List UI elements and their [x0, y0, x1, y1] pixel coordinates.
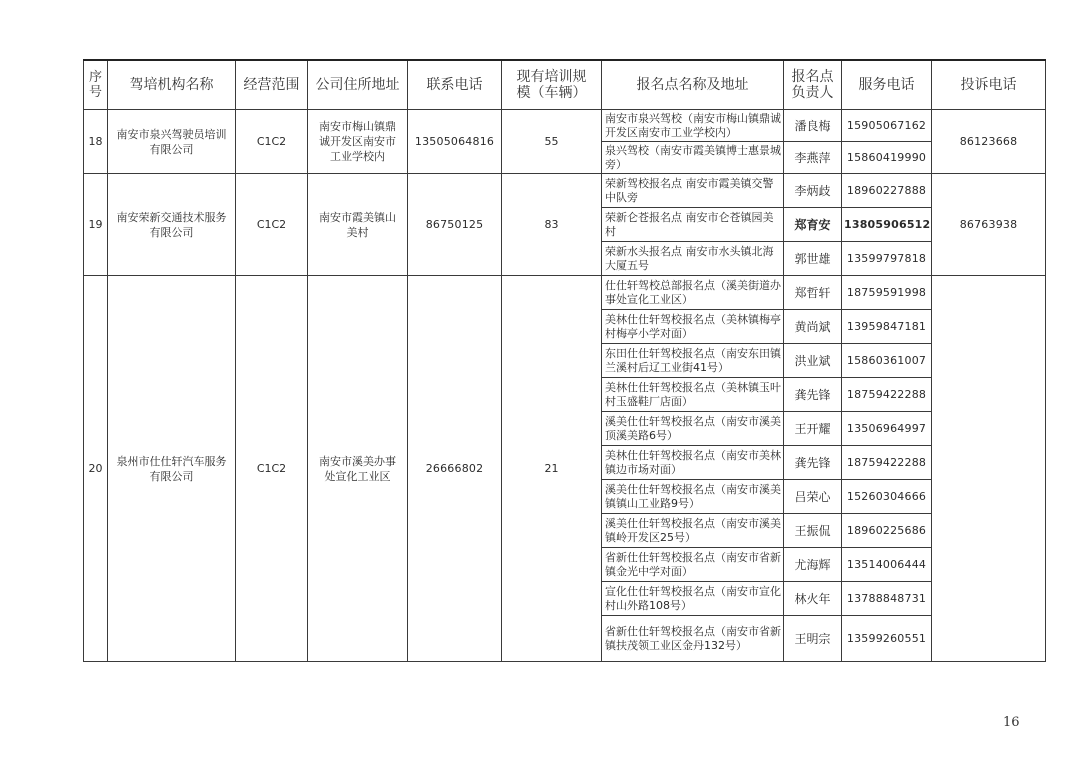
- cell-org-name: 南安荣新交通技术服务有限公司: [108, 174, 236, 276]
- cell-address: 南安市梅山镇鼎诚开发区南安市工业学校内: [308, 110, 408, 174]
- cell-complaint-phone: 86123668: [932, 110, 1046, 174]
- header-seq: 序号: [84, 60, 108, 110]
- header-org-name: 驾培机构名称: [108, 60, 236, 110]
- cell-person: 李燕萍: [784, 142, 842, 174]
- cell-org-name: 泉州市仕仕轩汽车服务有限公司: [108, 276, 236, 662]
- cell-site: 美林仕仕轩驾校报名点（美林镇玉叶村玉盛鞋厂店面）: [602, 378, 784, 412]
- cell-site: 东田仕仕轩驾校报名点（南安东田镇兰溪村后辽工业街41号）: [602, 344, 784, 378]
- cell-service-phone: 15905067162: [842, 110, 932, 142]
- cell-person: 尤海辉: [784, 548, 842, 582]
- cell-site: 南安市泉兴驾校（南安市梅山镇鼎诚开发区南安市工业学校内）: [602, 110, 784, 142]
- cell-site: 荣新仑苍报名点 南安市仑苍镇园美村: [602, 208, 784, 242]
- cell-service-phone: 13506964997: [842, 412, 932, 446]
- header-service-phone: 服务电话: [842, 60, 932, 110]
- header-site: 报名点名称及地址: [602, 60, 784, 110]
- cell-org-name: 南安市泉兴驾驶员培训有限公司: [108, 110, 236, 174]
- cell-address: 南安市溪美办事处宣化工业区: [308, 276, 408, 662]
- cell-person: 吕荣心: [784, 480, 842, 514]
- cell-person: 洪业斌: [784, 344, 842, 378]
- cell-service-phone: 13788848731: [842, 582, 932, 616]
- cell-service-phone: 13514006444: [842, 548, 932, 582]
- cell-site: 溪美仕仕轩驾校报名点（南安市溪美镇镇山工业路9号）: [602, 480, 784, 514]
- cell-person: 郑育安: [784, 208, 842, 242]
- cell-site: 荣新水头报名点 南安市水头镇北海大厦五号: [602, 242, 784, 276]
- cell-service-phone: 18759591998: [842, 276, 932, 310]
- header-phone: 联系电话: [408, 60, 502, 110]
- cell-service-phone: 15260304666: [842, 480, 932, 514]
- header-row: [84, 60, 1046, 110]
- cell-service-phone: 13805906512: [842, 208, 932, 242]
- cell-scale: 21: [502, 276, 602, 662]
- cell-service-phone: 18759422288: [842, 446, 932, 480]
- cell-phone: 26666802: [408, 276, 502, 662]
- cell-service-phone: 13599260551: [842, 616, 932, 662]
- cell-service-phone: 13599797818: [842, 242, 932, 276]
- cell-seq: 18: [84, 110, 108, 174]
- cell-person: 郑哲轩: [784, 276, 842, 310]
- cell-person: 王振侃: [784, 514, 842, 548]
- cell-person: 郭世雄: [784, 242, 842, 276]
- cell-service-phone: 15860419990: [842, 142, 932, 174]
- cell-address: 南安市霞美镇山美村: [308, 174, 408, 276]
- cell-service-phone: 15860361007: [842, 344, 932, 378]
- header-scale: 现有培训规模（车辆）: [502, 60, 602, 110]
- driving-school-table: [83, 59, 1046, 662]
- cell-person: 林火年: [784, 582, 842, 616]
- cell-site: 美林仕仕轩驾校报名点（美林镇梅亭村梅亭小学对面）: [602, 310, 784, 344]
- cell-scale: 55: [502, 110, 602, 174]
- table-row: [84, 174, 1046, 208]
- cell-service-phone: 18960227888: [842, 174, 932, 208]
- cell-service-phone: 13959847181: [842, 310, 932, 344]
- header-scope: 经营范围: [236, 60, 308, 110]
- cell-site: 泉兴驾校（南安市霞美镇博士惠景城旁）: [602, 142, 784, 174]
- cell-site: 荣新驾校报名点 南安市霞美镇交警中队旁: [602, 174, 784, 208]
- cell-scope: C1C2: [236, 110, 308, 174]
- header-person: 报名点负责人: [784, 60, 842, 110]
- cell-seq: 19: [84, 174, 108, 276]
- header-complaint-phone: 投诉电话: [932, 60, 1046, 110]
- cell-service-phone: 18960225686: [842, 514, 932, 548]
- cell-person: 王开耀: [784, 412, 842, 446]
- cell-site: 省新仕仕轩驾校报名点（南安市省新镇金光中学对面）: [602, 548, 784, 582]
- cell-person: 黄尚斌: [784, 310, 842, 344]
- cell-complaint-phone: 86763938: [932, 174, 1046, 276]
- page-number: 16: [1003, 715, 1020, 730]
- cell-person: 龚先锋: [784, 446, 842, 480]
- cell-phone: 13505064816: [408, 110, 502, 174]
- cell-site: 省新仕仕轩驾校报名点（南安市省新镇扶茂领工业区金丹132号）: [602, 616, 784, 662]
- cell-phone: 86750125: [408, 174, 502, 276]
- header-address: 公司住所地址: [308, 60, 408, 110]
- cell-site: 美林仕仕轩驾校报名点（南安市美林镇边市场对面）: [602, 446, 784, 480]
- cell-site: 溪美仕仕轩驾校报名点（南安市溪美顶溪美路6号）: [602, 412, 784, 446]
- cell-scope: C1C2: [236, 174, 308, 276]
- cell-site: 溪美仕仕轩驾校报名点（南安市溪美镇岭开发区25号）: [602, 514, 784, 548]
- cell-scale: 83: [502, 174, 602, 276]
- cell-site: 宣化仕仕轩驾校报名点（南安市宣化村山外路108号）: [602, 582, 784, 616]
- cell-person: 李炳歧: [784, 174, 842, 208]
- cell-service-phone: 18759422288: [842, 378, 932, 412]
- cell-scope: C1C2: [236, 276, 308, 662]
- table-row: [84, 110, 1046, 142]
- cell-site: 仕仕轩驾校总部报名点（溪美街道办事处宣化工业区）: [602, 276, 784, 310]
- cell-person: 潘良梅: [784, 110, 842, 142]
- table-row: [84, 276, 1046, 310]
- cell-person: 王明宗: [784, 616, 842, 662]
- cell-seq: 20: [84, 276, 108, 662]
- cell-complaint-phone: [932, 276, 1046, 662]
- cell-person: 龚先锋: [784, 378, 842, 412]
